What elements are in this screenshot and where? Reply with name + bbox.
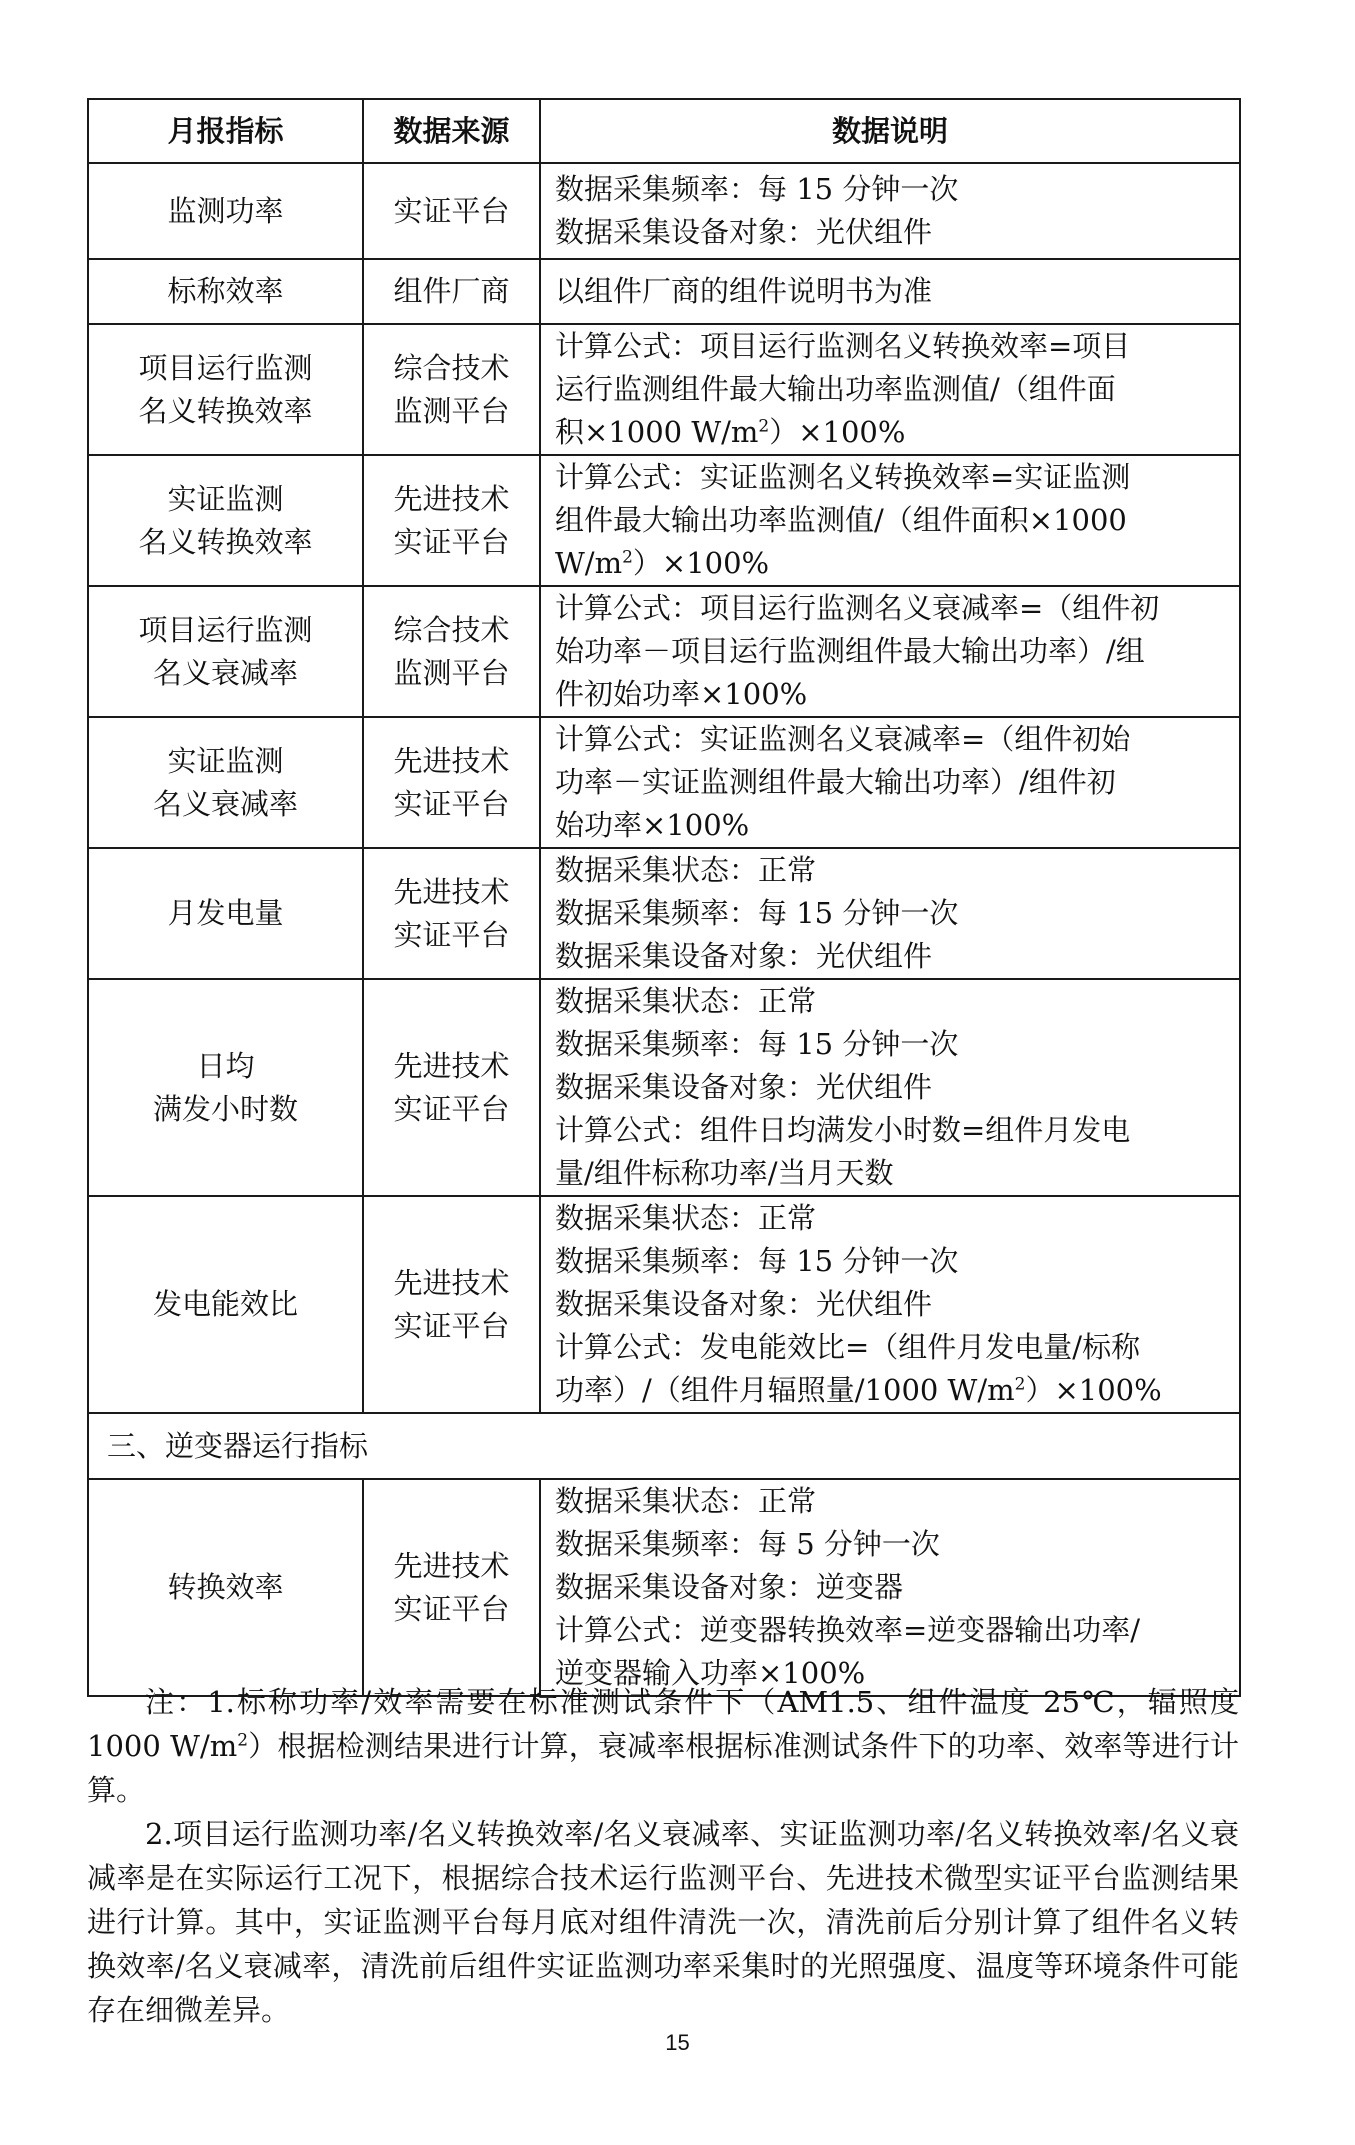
description-line: 计算公式：项目运行监测名义衰减率=（组件初 <box>555 591 1160 625</box>
table-row <box>88 979 1240 1196</box>
description-cell <box>540 717 1240 848</box>
indicator-line: 名义转换效率 <box>138 393 313 428</box>
description-line: 始功率×100% <box>555 808 750 842</box>
source-line: 监测平台 <box>393 655 510 690</box>
table-row <box>88 586 1240 717</box>
source-cell <box>363 455 540 586</box>
description-line: 组件最大输出功率监测值/（组件面积×1000 <box>555 503 1127 537</box>
header-indicator: 月报指标 <box>88 99 363 163</box>
description-line: 始功率－项目运行监测组件最大输出功率）/组 <box>555 634 1145 668</box>
source-line: 实证平台 <box>393 786 510 821</box>
source-cell <box>363 259 540 324</box>
description-line: 数据采集状态：正常 <box>555 1484 817 1518</box>
description-line: 数据采集频率：每 15 分钟一次 <box>555 896 959 930</box>
source-cell <box>363 586 540 717</box>
description-line: 件初始功率×100% <box>555 677 808 711</box>
description-line: 数据采集状态：正常 <box>555 853 817 887</box>
source-line: 先进技术 <box>393 743 510 778</box>
description-line <box>555 411 1229 454</box>
description-line: 计算公式：项目运行监测名义转换效率=项目 <box>555 329 1131 363</box>
notes <box>87 1680 1239 2032</box>
description-cell <box>540 455 1240 586</box>
source-line: 组件厂商 <box>393 274 510 308</box>
indicator-table <box>87 98 1241 1697</box>
indicator-line: 名义衰减率 <box>152 655 298 690</box>
description-line: 计算公式：实证监测名义转换效率=实证监测 <box>555 460 1131 494</box>
description-line: 数据采集设备对象：光伏组件 <box>555 939 933 973</box>
page-number: 15 <box>665 2030 690 2055</box>
indicator-line: 名义转换效率 <box>138 524 313 559</box>
description-line: 以组件厂商的组件说明书为准 <box>555 274 933 308</box>
indicator-line: 发电能效比 <box>152 1287 298 1321</box>
source-cell <box>363 1479 540 1696</box>
source-line: 综合技术 <box>393 350 510 385</box>
description-line: 数据采集状态：正常 <box>555 1201 817 1235</box>
superscript: 2 <box>1014 1374 1026 1395</box>
source-line: 先进技术 <box>393 874 510 909</box>
source-cell <box>363 717 540 848</box>
indicator-cell <box>88 259 363 324</box>
source-line: 监测平台 <box>393 393 510 428</box>
description-line: 计算公式：实证监测名义衰减率=（组件初始 <box>555 722 1131 756</box>
indicator-line: 项目运行监测 <box>138 350 313 385</box>
indicator-cell <box>88 586 363 717</box>
note-2: 2.项目运行监测功率/名义转换效率/名义衰减率、实证监测功率/名义转换效率/名义衰减率是在实际运行工况下，根据综合技术运行监测平台、先进技术微型实证平台监测结果进行计算。其中，实证监测平台每月底对组件清洗一次，清洗前后分别计算了组件名义转换效率/名义衰减率，清洗前后组件实证监测功率采集时的光照强度、温度等环境条件可能存在细微差异。 <box>87 1817 1239 2027</box>
source-line: 实证平台 <box>393 193 510 228</box>
section-title: 三、逆变器运行指标 <box>88 1413 1240 1479</box>
indicator-line: 监测功率 <box>167 193 284 228</box>
indicator-line: 项目运行监测 <box>138 612 313 647</box>
description-line: 量/组件标称功率/当月天数 <box>555 1156 894 1190</box>
indicator-line: 转换效率 <box>167 1570 284 1604</box>
source-line: 先进技术 <box>393 481 510 516</box>
header-source: 数据来源 <box>363 99 540 163</box>
inverter-section <box>88 1413 1240 1479</box>
description-cell <box>540 586 1240 717</box>
indicator-line: 实证监测 <box>167 481 284 516</box>
description-line: 数据采集设备对象：光伏组件 <box>555 1287 933 1321</box>
indicator-line: 名义衰减率 <box>152 786 298 821</box>
indicator-line: 实证监测 <box>167 743 284 778</box>
description-line: 数据采集频率：每 15 分钟一次 <box>555 1244 959 1278</box>
description-line: 计算公式：发电能效比=（组件月发电量/标称 <box>555 1330 1141 1364</box>
description-text: W/m <box>555 546 623 580</box>
description-line: 计算公式：逆变器转换效率=逆变器输出功率/ <box>555 1613 1141 1647</box>
description-text: ）×100% <box>632 546 770 580</box>
description-cell <box>540 1479 1240 1696</box>
source-cell <box>363 163 540 259</box>
description-line <box>555 1369 1229 1412</box>
note-1-text-end: ）根据检测结果进行计算，衰减率根据标准测试条件下的功率、效率等进行计算。 <box>87 1729 1239 1807</box>
table-header-row <box>88 99 1240 163</box>
inverter-body <box>88 1479 1240 1696</box>
superscript: 2 <box>622 547 633 568</box>
source-line: 先进技术 <box>393 1548 510 1583</box>
source-line: 实证平台 <box>393 1308 510 1343</box>
indicator-line: 月发电量 <box>167 896 284 930</box>
table-row <box>88 324 1240 455</box>
description-line: 功率－实证监测组件最大输出功率）/组件初 <box>555 765 1116 799</box>
source-cell <box>363 1196 540 1413</box>
description-line: 数据采集频率：每 5 分钟一次 <box>555 1527 940 1561</box>
description-line: 数据采集设备对象：逆变器 <box>555 1570 904 1604</box>
description-line: 数据采集设备对象：光伏组件 <box>555 215 933 249</box>
table-body <box>88 163 1240 1413</box>
indicator-cell <box>88 163 363 259</box>
description-text: 功率）/（组件月辐照量/1000 W/m <box>555 1373 1015 1407</box>
indicator-cell <box>88 455 363 586</box>
source-line: 综合技术 <box>393 612 510 647</box>
description-text: 积×1000 W/m <box>555 415 759 449</box>
source-line: 实证平台 <box>393 1091 510 1126</box>
indicator-cell <box>88 717 363 848</box>
indicator-line: 日均 <box>196 1048 255 1083</box>
table-row <box>88 455 1240 586</box>
description-line: 数据采集设备对象：光伏组件 <box>555 1070 933 1104</box>
indicator-line: 满发小时数 <box>152 1091 298 1126</box>
section-row <box>88 1413 1240 1479</box>
source-line: 先进技术 <box>393 1265 510 1300</box>
indicator-cell <box>88 1196 363 1413</box>
indicator-cell <box>88 324 363 455</box>
description-line: 逆变器输入功率×100% <box>555 1656 866 1690</box>
description-line: 计算公式：组件日均满发小时数=组件月发电 <box>555 1113 1131 1147</box>
description-cell <box>540 1196 1240 1413</box>
indicator-line: 标称效率 <box>167 274 284 308</box>
indicator-cell <box>88 1479 363 1696</box>
note-1-text: 注：1.标称功率/效率需要在标准测试条件下（AM1.5、组件温度 25℃，辐照度 1000 W/m <box>87 1685 1239 1763</box>
source-line: 实证平台 <box>393 1591 510 1626</box>
note-1-superscript: 2 <box>237 1730 249 1751</box>
source-line: 先进技术 <box>393 1048 510 1083</box>
superscript: 2 <box>758 416 770 437</box>
description-cell <box>540 163 1240 259</box>
indicator-cell <box>88 848 363 979</box>
source-line: 实证平台 <box>393 524 510 559</box>
table-row <box>88 163 1240 259</box>
description-line <box>555 542 1229 585</box>
description-cell <box>540 979 1240 1196</box>
source-cell <box>363 979 540 1196</box>
header-description: 数据说明 <box>540 99 1240 163</box>
table-row <box>88 1196 1240 1413</box>
table-row <box>88 1479 1240 1696</box>
description-cell <box>540 324 1240 455</box>
description-line: 运行监测组件最大输出功率监测值/（组件面 <box>555 372 1116 406</box>
description-line: 数据采集状态：正常 <box>555 984 817 1018</box>
description-text: ）×100% <box>769 415 906 449</box>
source-line: 实证平台 <box>393 917 510 952</box>
description-line: 数据采集频率：每 15 分钟一次 <box>555 172 959 206</box>
description-line: 数据采集频率：每 15 分钟一次 <box>555 1027 959 1061</box>
source-cell <box>363 848 540 979</box>
table-row <box>88 717 1240 848</box>
description-cell <box>540 848 1240 979</box>
source-cell <box>363 324 540 455</box>
description-cell <box>540 259 1240 324</box>
table-row <box>88 848 1240 979</box>
note-1 <box>87 1680 1239 1812</box>
table-row <box>88 259 1240 324</box>
indicator-cell <box>88 979 363 1196</box>
description-text: ）×100% <box>1025 1373 1162 1407</box>
